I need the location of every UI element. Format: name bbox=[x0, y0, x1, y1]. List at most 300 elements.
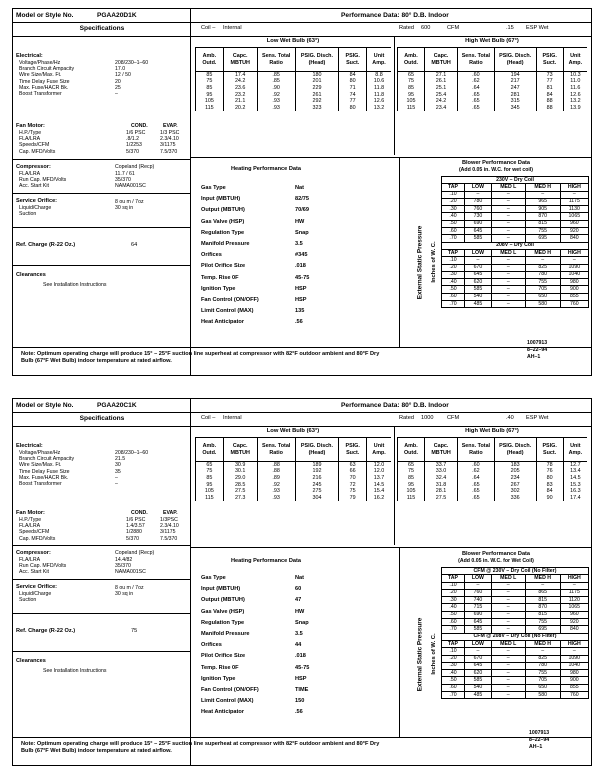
table-row bbox=[442, 301, 589, 308]
table-cell: 815 bbox=[525, 611, 560, 618]
document-number: AH–1 bbox=[527, 354, 541, 360]
table-cell: 755 bbox=[525, 228, 560, 235]
table-row bbox=[442, 271, 589, 278]
table-row bbox=[442, 220, 589, 227]
column-header: PSIG. Suct. bbox=[536, 48, 563, 72]
table-cell: .85 bbox=[257, 78, 295, 85]
table-cell: .10 bbox=[442, 257, 465, 264]
table-cell: 715 bbox=[465, 604, 492, 611]
low-wet-bulb-title: Low Wet Bulb (63°) bbox=[266, 38, 320, 44]
table-cell: 75 bbox=[398, 468, 425, 475]
table-row bbox=[196, 85, 392, 92]
divider-line bbox=[13, 347, 591, 348]
divider-line bbox=[13, 22, 190, 23]
compressor-title: Compressor: bbox=[16, 164, 51, 170]
table-cell: 216 bbox=[295, 475, 339, 482]
table-cell: 304 bbox=[295, 495, 339, 502]
low-wet-bulb-title: Low Wet Bulb (63°) bbox=[266, 428, 320, 434]
table-cell: 31.8 bbox=[424, 481, 457, 488]
table-cell: .65 bbox=[458, 481, 495, 488]
divider-line bbox=[191, 426, 591, 427]
divider-line bbox=[13, 579, 190, 580]
divider-line bbox=[13, 265, 190, 266]
table-cell: 1130 bbox=[560, 206, 588, 213]
table-cell: – bbox=[491, 648, 525, 655]
column-header: Capc. MBTUH bbox=[424, 48, 457, 72]
electrical-label: Branch Circuit Ampacity bbox=[19, 66, 75, 73]
heating-label: Orifices bbox=[201, 642, 222, 649]
table-cell: 183 bbox=[494, 462, 536, 469]
esp-label: ESP Wet bbox=[526, 25, 549, 31]
performance-panel bbox=[191, 9, 591, 375]
table-cell: .70 bbox=[442, 235, 465, 242]
header-row bbox=[442, 575, 589, 582]
divider-line bbox=[13, 545, 190, 546]
model-number: PGAA20C1K bbox=[97, 402, 137, 409]
column-header: PSIG. Disch. (Head) bbox=[295, 48, 339, 72]
table-cell: – bbox=[491, 286, 525, 293]
electrical-label: Boost Transformer bbox=[19, 481, 62, 487]
heating-label: Manifold Pressure bbox=[201, 241, 250, 247]
column-header: Sens. Total Ratio bbox=[458, 438, 495, 462]
table-cell: 65 bbox=[196, 462, 224, 469]
table-cell: .40 bbox=[442, 670, 465, 677]
column-header: TAP bbox=[442, 575, 465, 582]
table-cell: – bbox=[465, 648, 492, 655]
table-cell: .50 bbox=[442, 286, 465, 293]
table-row bbox=[398, 105, 588, 112]
compressor-value: NAMA001SC bbox=[115, 183, 146, 190]
heating-label: Gas Type bbox=[201, 185, 226, 191]
column-header: PSIG. Disch. (Head) bbox=[494, 48, 536, 72]
table-cell: 66 bbox=[339, 468, 367, 475]
document-number: 8–22–94 bbox=[529, 737, 550, 743]
table-row bbox=[442, 279, 589, 286]
table-row bbox=[442, 655, 589, 662]
table-cell: 1175 bbox=[560, 589, 588, 596]
electrical-label: Max. Fuse/HACR Bk. bbox=[19, 84, 69, 91]
heating-value: 70/69 bbox=[295, 207, 309, 214]
fan-cond-value: 1.4/3.57 bbox=[126, 523, 145, 530]
table-cell: 234 bbox=[494, 475, 536, 482]
table-cell: 65 bbox=[398, 72, 425, 79]
column-header: Unit Amp. bbox=[367, 48, 391, 72]
header-row bbox=[442, 640, 589, 647]
electrical-value: 30 bbox=[115, 462, 121, 469]
electrical-label: Wire Size/Max. Ft. bbox=[19, 72, 62, 79]
column-header: PSIG. Suct. bbox=[536, 438, 563, 462]
table-cell: – bbox=[491, 677, 525, 684]
document-number: AH–1 bbox=[529, 744, 543, 750]
table-row bbox=[196, 105, 392, 112]
table-cell: .92 bbox=[257, 91, 295, 98]
table-cell: – bbox=[491, 670, 525, 677]
table-cell: 245 bbox=[295, 481, 339, 488]
table-row bbox=[442, 670, 589, 677]
table-cell: 585 bbox=[465, 626, 492, 633]
table-cell: 79 bbox=[339, 495, 367, 502]
heating-label: Pilot Orifice Size bbox=[201, 653, 246, 660]
table-row bbox=[442, 619, 589, 626]
low-wet-bulb-table bbox=[195, 47, 391, 111]
table-row bbox=[442, 264, 589, 271]
column-header: Sens. Total Ratio bbox=[458, 48, 495, 72]
table-cell: 17.4 bbox=[223, 72, 257, 79]
blower-subtitle: (Add 0.05 in. W.C. for wet coil) bbox=[458, 167, 534, 173]
table-cell: 980 bbox=[560, 279, 588, 286]
table-cell: 229 bbox=[295, 85, 339, 92]
table-cell: .92 bbox=[257, 481, 295, 488]
fan-evap-value: 2.3/4.10 bbox=[160, 523, 179, 530]
table-cell: 730 bbox=[465, 213, 492, 220]
table-cell: .40 bbox=[442, 279, 465, 286]
electrical-value: 12 / 50 bbox=[115, 72, 131, 79]
table-cell: 105 bbox=[398, 488, 425, 495]
table-cell: .93 bbox=[257, 105, 295, 112]
table-cell: .70 bbox=[442, 301, 465, 308]
column-header: MED H bbox=[525, 249, 560, 256]
fan-evap-value: 7.5/370 bbox=[160, 148, 178, 155]
table-cell: 960 bbox=[560, 220, 588, 227]
heating-value: HSP bbox=[295, 297, 307, 303]
table-cell: 88 bbox=[536, 98, 563, 105]
table-cell: .30 bbox=[442, 271, 465, 278]
table-cell: .20 bbox=[442, 198, 465, 205]
column-header: HIGH bbox=[560, 575, 588, 582]
table-row bbox=[442, 206, 589, 213]
table-cell: 95 bbox=[398, 481, 425, 488]
column-header: Capc. MBTUH bbox=[223, 438, 257, 462]
table-row bbox=[196, 495, 392, 502]
service-label: Suction bbox=[19, 597, 37, 604]
table-cell: 1120 bbox=[560, 597, 588, 604]
table-cell: 670 bbox=[465, 264, 492, 271]
table-cell: 1090 bbox=[560, 264, 588, 271]
divider-line bbox=[13, 193, 190, 194]
table-cell: – bbox=[491, 235, 525, 242]
performance-title: Performance Data: 80° D.B. Indoor bbox=[341, 402, 449, 409]
divider-line bbox=[399, 547, 400, 737]
column-header: LOW bbox=[465, 184, 492, 191]
table-cell: 690 bbox=[465, 220, 492, 227]
table-cell: 77 bbox=[536, 78, 563, 85]
service-value: 8 ou m / 7oz bbox=[115, 585, 144, 591]
heating-title: Heating Performance Data bbox=[231, 166, 301, 172]
electrical-value: – bbox=[115, 91, 118, 97]
table-cell: .64 bbox=[458, 475, 495, 482]
table-cell: .89 bbox=[257, 475, 295, 482]
fan-label: Speeds/CFM bbox=[19, 529, 50, 536]
column-header: LOW bbox=[465, 575, 492, 582]
table-row bbox=[398, 468, 588, 475]
column-header: Amb. Outd. bbox=[398, 438, 425, 462]
esp-label: ESP Wet bbox=[526, 415, 549, 421]
table-cell: 815 bbox=[525, 220, 560, 227]
table-cell: 12.0 bbox=[367, 462, 391, 469]
fan-label: FLA/LRA bbox=[19, 523, 41, 530]
table-cell: 292 bbox=[295, 98, 339, 105]
table-cell: 645 bbox=[465, 228, 492, 235]
column-header: MED L bbox=[491, 184, 525, 191]
table-row bbox=[398, 488, 588, 495]
header-row bbox=[196, 48, 392, 72]
clearances-value: See Installation Instructions bbox=[43, 668, 107, 674]
compressor-label: Acc. Start Kit bbox=[19, 569, 49, 576]
table-cell: .60 bbox=[458, 72, 495, 79]
esp-value: .40 bbox=[506, 415, 514, 421]
section-title: CFM @ 208V – Dry Coil (No Filter) bbox=[442, 633, 589, 640]
table-cell: 780 bbox=[525, 662, 560, 669]
column-header: HIGH bbox=[560, 640, 588, 647]
column-header: MED H bbox=[525, 575, 560, 582]
ref-charge-label: Ref. Charge (R-22 Oz.) bbox=[16, 628, 76, 634]
table-cell: .70 bbox=[442, 626, 465, 633]
fan-motor-title: Fan Motor: bbox=[16, 510, 45, 516]
table-cell: .65 bbox=[458, 488, 495, 495]
table-cell: – bbox=[491, 582, 525, 589]
cfm-unit: CFM bbox=[447, 415, 460, 421]
table-cell: 780 bbox=[465, 198, 492, 205]
table-cell: 24.2 bbox=[223, 78, 257, 85]
compressor-value: NAMA001SC bbox=[115, 569, 146, 576]
table-cell: 960 bbox=[560, 611, 588, 618]
blower-title: Blower Performance Data bbox=[461, 551, 531, 557]
divider-line bbox=[191, 22, 591, 23]
table-cell: .50 bbox=[442, 677, 465, 684]
table-cell: 70 bbox=[339, 475, 367, 482]
table-cell: 900 bbox=[560, 677, 588, 684]
fan-evap-value: 1/3PSC bbox=[160, 517, 178, 523]
table-cell: 645 bbox=[465, 662, 492, 669]
heating-value: 45-75 bbox=[295, 274, 310, 281]
table-cell: 25.4 bbox=[424, 91, 457, 98]
fan-cond-value: 5/370 bbox=[126, 148, 139, 155]
table-row bbox=[442, 662, 589, 669]
compressor-label: Run Cap. MFD/Volts bbox=[19, 177, 67, 184]
divider-line bbox=[13, 613, 190, 614]
table-cell: .60 bbox=[442, 684, 465, 691]
fan-evap-value: 3/1175 bbox=[160, 142, 176, 149]
table-cell: .65 bbox=[458, 105, 495, 112]
table-cell: 75 bbox=[196, 78, 224, 85]
performance-title: Performance Data: 80° D.B. Indoor bbox=[341, 12, 449, 19]
fan-label: Cap. MFD/Volts bbox=[19, 148, 56, 155]
table-cell: 705 bbox=[525, 286, 560, 293]
fan-cond-value: 1/2253 bbox=[126, 142, 142, 149]
column-header: Amb. Outd. bbox=[398, 48, 425, 72]
table-cell: 85 bbox=[196, 85, 224, 92]
table-cell: .62 bbox=[458, 468, 495, 475]
column-header: TAP bbox=[442, 640, 465, 647]
table-cell: 755 bbox=[525, 279, 560, 286]
electrical-label: Branch Circuit Ampacity bbox=[19, 456, 75, 463]
table-row bbox=[442, 293, 589, 300]
table-cell: 870 bbox=[525, 213, 560, 220]
electrical-value: – bbox=[115, 474, 118, 481]
service-label: Liquid/Charge bbox=[19, 591, 52, 597]
column-header: Capc. MBTUH bbox=[424, 438, 457, 462]
table-cell: 585 bbox=[465, 235, 492, 242]
table-cell: 95 bbox=[196, 91, 224, 98]
esp-value: .15 bbox=[506, 25, 514, 31]
spec-sheet bbox=[12, 8, 592, 376]
table-cell: 13.4 bbox=[563, 468, 587, 475]
coil-label: Coil – bbox=[201, 25, 216, 31]
table-cell: 84 bbox=[536, 488, 563, 495]
table-cell: 815 bbox=[525, 597, 560, 604]
table-cell: 780 bbox=[525, 271, 560, 278]
table-row bbox=[442, 257, 589, 264]
rated-label: Rated bbox=[399, 415, 414, 421]
table-cell: – bbox=[491, 264, 525, 271]
heating-value: 3.5 bbox=[295, 631, 303, 637]
table-cell: .20 bbox=[442, 655, 465, 662]
electrical-value: 25 bbox=[115, 84, 121, 91]
divider-line bbox=[191, 412, 591, 413]
table-cell: 15.4 bbox=[367, 488, 391, 495]
table-row bbox=[442, 198, 589, 205]
heating-label: Limit Control (MAX) bbox=[201, 698, 254, 705]
table-cell: 920 bbox=[560, 228, 588, 235]
table-cell: 95 bbox=[398, 91, 425, 98]
heating-value: HW bbox=[295, 218, 305, 225]
table-cell: 485 bbox=[465, 692, 492, 699]
table-cell: .30 bbox=[442, 662, 465, 669]
table-cell: 80 bbox=[339, 105, 367, 112]
table-cell: 620 bbox=[465, 670, 492, 677]
column-header: PSIG. Disch. (Head) bbox=[494, 438, 536, 462]
heating-value: 135 bbox=[295, 308, 305, 315]
table-cell: .60 bbox=[458, 462, 495, 469]
heating-value: 3.5 bbox=[295, 241, 303, 247]
table-cell: 540 bbox=[465, 684, 492, 691]
table-cell: – bbox=[491, 293, 525, 300]
table-cell: 620 bbox=[465, 279, 492, 286]
table-row bbox=[442, 604, 589, 611]
rated-cfm: 1000 bbox=[421, 415, 434, 421]
heating-value: HW bbox=[295, 608, 305, 615]
table-cell: 267 bbox=[494, 481, 536, 488]
heating-value: Nat bbox=[295, 575, 305, 581]
fan-cond-header: COND. bbox=[131, 123, 148, 129]
table-cell: 194 bbox=[494, 72, 536, 79]
table-cell: .93 bbox=[257, 98, 295, 105]
heating-label: Gas Valve (HSP) bbox=[201, 608, 245, 615]
document-number: 1007913 bbox=[529, 730, 550, 736]
table-cell: 755 bbox=[525, 619, 560, 626]
electrical-label: Wire Size/Max. Ft. bbox=[19, 462, 62, 469]
table-cell: 29.0 bbox=[223, 475, 257, 482]
fan-evap-header: EVAP. bbox=[163, 510, 178, 516]
heating-value: .018 bbox=[295, 653, 306, 660]
column-header: PSIG. Suct. bbox=[339, 438, 367, 462]
compressor-label: Acc. Start Kit bbox=[19, 183, 49, 190]
table-cell: 315 bbox=[494, 98, 536, 105]
table-cell: 281 bbox=[494, 91, 536, 98]
table-cell: .10 bbox=[442, 191, 465, 198]
table-cell: 16.2 bbox=[367, 495, 391, 502]
table-cell: 670 bbox=[465, 655, 492, 662]
table-row bbox=[196, 72, 392, 79]
table-cell: .20 bbox=[442, 589, 465, 596]
table-cell: 855 bbox=[560, 684, 588, 691]
section-row bbox=[442, 633, 589, 640]
table-row bbox=[398, 481, 588, 488]
table-cell: 323 bbox=[295, 105, 339, 112]
table-cell: 275 bbox=[295, 488, 339, 495]
model-label: Model or Style No. bbox=[16, 12, 74, 19]
heating-label: Output (MBTUH) bbox=[201, 597, 245, 604]
table-cell: – bbox=[560, 257, 588, 264]
table-cell: – bbox=[491, 604, 525, 611]
table-cell: 201 bbox=[295, 78, 339, 85]
table-cell: 13.9 bbox=[563, 105, 587, 112]
table-cell: – bbox=[465, 191, 492, 198]
table-cell: – bbox=[491, 271, 525, 278]
table-cell: 78 bbox=[536, 462, 563, 469]
header-row bbox=[196, 438, 392, 462]
table-cell: .30 bbox=[442, 206, 465, 213]
table-cell: 75 bbox=[398, 78, 425, 85]
high-wet-bulb-table bbox=[397, 47, 587, 111]
table-cell: – bbox=[491, 589, 525, 596]
table-row bbox=[442, 286, 589, 293]
specifications-panel bbox=[13, 9, 191, 375]
electrical-title: Electrical: bbox=[16, 53, 43, 59]
table-cell: 75 bbox=[339, 488, 367, 495]
table-cell: 72 bbox=[339, 481, 367, 488]
table-cell: 865 bbox=[525, 589, 560, 596]
heating-value: HSP bbox=[295, 285, 307, 292]
heating-title: Heating Performance Data bbox=[231, 558, 301, 564]
table-cell: 760 bbox=[465, 206, 492, 213]
rated-label: Rated bbox=[399, 25, 414, 31]
specifications-title: Specifications bbox=[79, 415, 125, 422]
section-title: 208V – Dry Coil bbox=[442, 242, 589, 249]
electrical-label: Voltage/Phase/Hz bbox=[19, 450, 61, 456]
table-cell: 88 bbox=[536, 105, 563, 112]
table-row bbox=[196, 468, 392, 475]
heating-label: Gas Valve (HSP) bbox=[201, 218, 245, 225]
service-value: 8 ou m / 7oz bbox=[115, 199, 144, 205]
heating-label: Pilot Orifice Size bbox=[201, 263, 246, 270]
ref-charge-value: 64 bbox=[131, 242, 138, 248]
table-row bbox=[196, 488, 392, 495]
table-cell: – bbox=[525, 191, 560, 198]
table-cell: – bbox=[465, 257, 492, 264]
electrical-label: Voltage/Phase/Hz bbox=[19, 60, 61, 66]
esp-axis-label: External Static Pressure bbox=[416, 225, 424, 300]
column-header: Unit Amp. bbox=[563, 438, 587, 462]
clearances-label: Clearances bbox=[16, 658, 46, 664]
table-cell: .40 bbox=[442, 604, 465, 611]
performance-panel bbox=[191, 399, 591, 765]
table-cell: .65 bbox=[458, 91, 495, 98]
high-wet-bulb-title: High Wet Bulb (67°) bbox=[465, 38, 519, 44]
table-cell: – bbox=[491, 279, 525, 286]
table-cell: 920 bbox=[560, 619, 588, 626]
table-cell: 17.4 bbox=[563, 495, 587, 502]
specifications-title: Specifications bbox=[79, 25, 125, 32]
table-row bbox=[442, 648, 589, 655]
table-cell: 645 bbox=[465, 619, 492, 626]
table-cell: .10 bbox=[442, 582, 465, 589]
table-cell: .65 bbox=[458, 98, 495, 105]
column-header: MED L bbox=[491, 640, 525, 647]
column-header: Amb. Outd. bbox=[196, 48, 224, 72]
table-row bbox=[196, 481, 392, 488]
service-value: 30 sq in bbox=[115, 591, 134, 598]
